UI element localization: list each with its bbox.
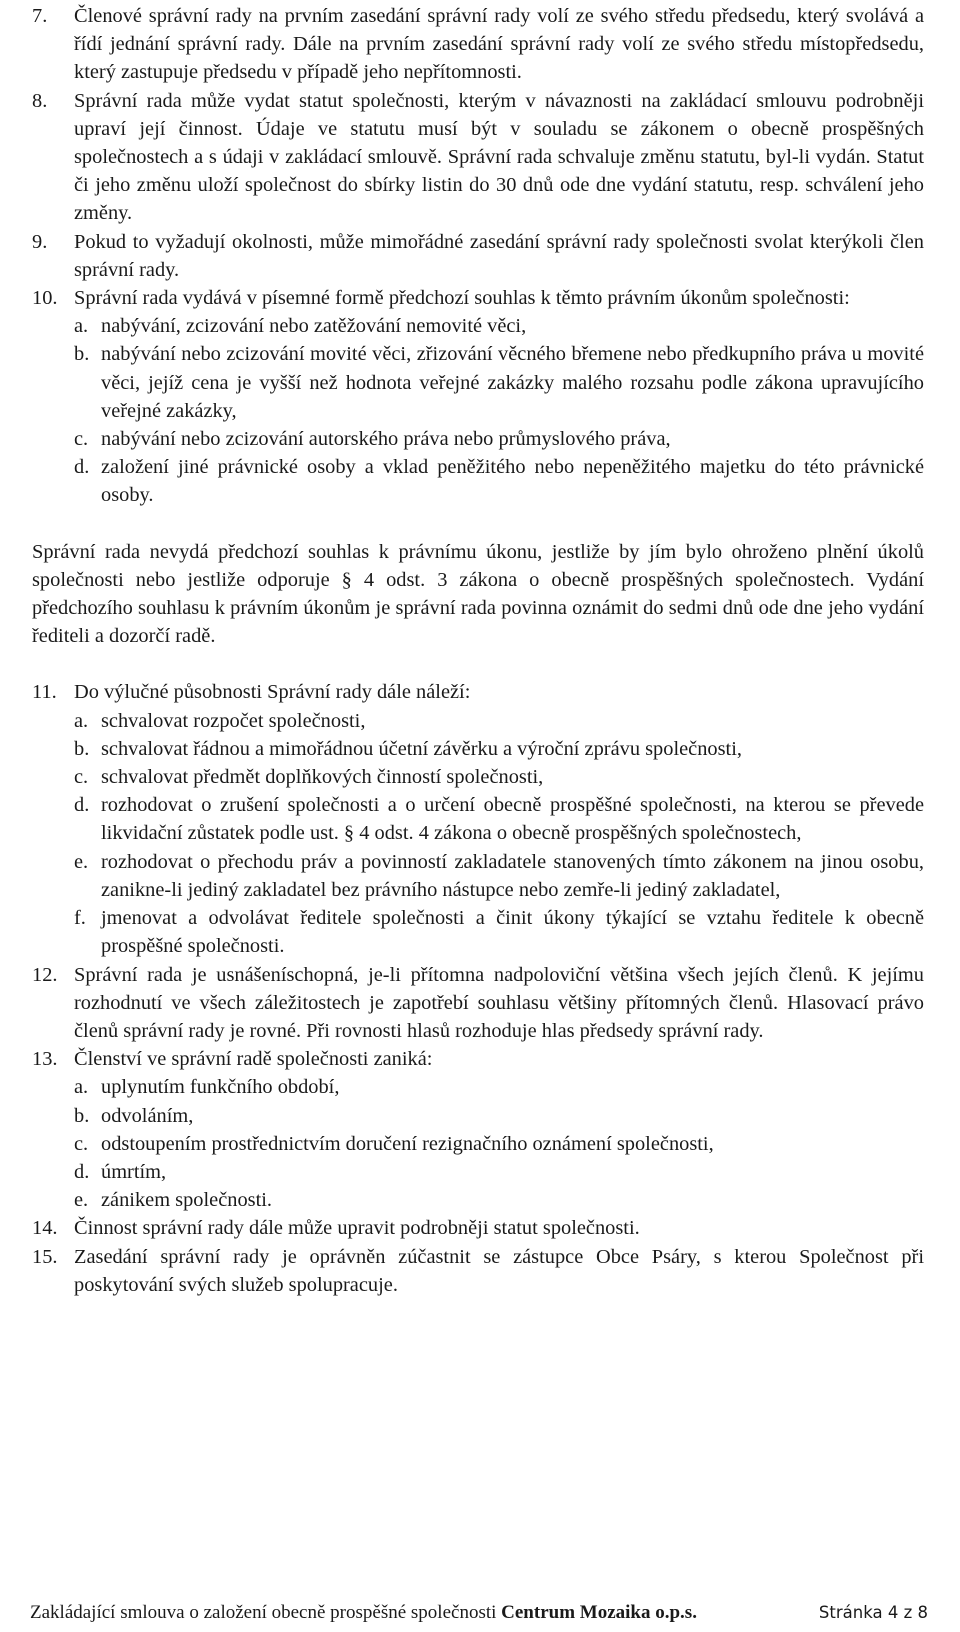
list-item: b. odvoláním, (74, 1104, 194, 1127)
article-item-7: 7. Členové správní rady na prvním zasedání správní rady volí ze svého středu předsedu, který svolává a řídí jednání správní rady. Dále na prvním zasedání správní rady volí ze svého středu místopředsedu, který zastupuje předsedu v případě jeho nepřítomnosti. (32, 5, 924, 84)
spacer (32, 650, 924, 678)
list-item: d. rozhodovat o zrušení společnosti a o určení obecně prospěšné společnosti, na kterou se převede likvidační zůstatek podle ust. § 4 odst. 4 zákona o obecně prospěšných společnostech, (74, 794, 924, 845)
article-item-8: 8. Správní rada může vydat statut společnosti, kterým v návaznosti na zakládací smlouvu podrobněji upraví její činnost. Údaje ve statutu musí být v souladu se zákonem o obecně prospěšných společnostech a s údaji v zakládací smlouvě. Správní rada schvaluje změnu statutu, byl-li vydán. Statut či jeho změnu uloží společnost do sbírky listin do 30 dnů ode dne vydání statutu, resp. schválení jeho změny. (32, 89, 924, 225)
list-item: b. schvalovat řádnou a mimořádnou účetní závěrku a výroční zprávu společnosti, (74, 737, 742, 760)
list-item: d. úmrtím, (74, 1160, 167, 1183)
footer-document-title: Zakládající smlouva o založení obecně prospěšné společnosti Centrum Mozaika o.p.s. (30, 1602, 697, 1623)
document-body (32, 2, 924, 1299)
list-item: a. uplynutím funkčního období, (74, 1076, 340, 1099)
list-item: e. rozhodovat o přechodu práv a povinností zakladatele stanovených tímto zákonem na jinou osobu, zanikne-li jediný zakladatel bez právního nástupce nebo zemře-li jediný zakladatel, (74, 850, 924, 901)
page-footer (30, 1602, 928, 1624)
article-item-14: 14. Činnost správní rady dále může upravit podrobněji statut společnosti. (32, 1217, 640, 1240)
article-item-11: 11. Do výlučné působnosti Správní rady dále náleží: (32, 681, 471, 704)
footer-company-name: Centrum Mozaika o.p.s. (501, 1602, 697, 1623)
article-item-15: 15. Zasedání správní rady je oprávněn zúčastnit se zástupce Obce Psáry, s kterou Společnost při poskytování svých služeb spolupracuje. (32, 1245, 924, 1296)
list-item: a. schvalovat rozpočet společnosti, (74, 709, 366, 732)
list-item: d. založení jiné právnické osoby a vklad peněžitého nebo nepeněžitého majetku do této právnické osoby. (74, 456, 924, 507)
list-item: c. odstoupením prostřednictvím doručení rezignačního oznámení společnosti, (74, 1132, 714, 1155)
list-item: f. jmenovat a odvolávat ředitele společnosti a činit úkony týkající se vztahu ředitele k obecně prospěšné společnosti. (74, 907, 924, 958)
list-item: a. nabývání, zcizování nebo zatěžování nemovité věci, (74, 315, 527, 338)
consent-paragraph: Správní rada nevydá předchozí souhlas k právnímu úkonu, jestliže by jím bylo ohroženo plnění úkolů společnosti nebo jestliže odporuje § 4 odst. 3 zákona o obecně prospěšných společnostech. Vydání předchozího souhlasu k právním úkonům je správní rada povinna oznámit do sedmi dnů ode dne jeho vydání řediteli a dozorčí radě. (32, 540, 924, 648)
list-item: c. schvalovat předmět doplňkových činností společnosti, (74, 766, 544, 789)
page-number: Stránka 4 z 8 (818, 1603, 928, 1622)
article-item-12: 12. Správní rada je usnášeníschopná, je-li přítomna nadpoloviční většina všech jejích členů. K jejímu rozhodnutí ve všech záležitostech je zapotřebí souhlasu většiny přítomných členů. Hlasovací právo členů správní rady je rovné. Při rovnosti hlasů rozhoduje hlas předsedy správní rady. (32, 963, 924, 1042)
list-item: e. zánikem společnosti. (74, 1189, 273, 1212)
list-item: b. nabývání nebo zcizování movité věci, zřizování věcného břemene nebo předkupního práva u movité věci, jejíž cena je vyšší než hodnota veřejné zakázky malého rozsahu podle zákona upravujícího veřejné zakázky, (74, 343, 924, 422)
article-item-9: 9. Pokud to vyžadují okolnosti, může mimořádné zasedání správní rady společnosti svolat kterýkoli člen správní rady. (32, 230, 924, 281)
list-item: c. nabývání nebo zcizování autorského práva nebo průmyslového práva, (74, 428, 671, 451)
article-item-10: 10. Správní rada vydává v písemné formě předchozí souhlas k těmto právním úkonům společnosti: (32, 287, 850, 310)
article-item-13: 13. Členství ve správní radě společnosti zaniká: (32, 1048, 433, 1071)
